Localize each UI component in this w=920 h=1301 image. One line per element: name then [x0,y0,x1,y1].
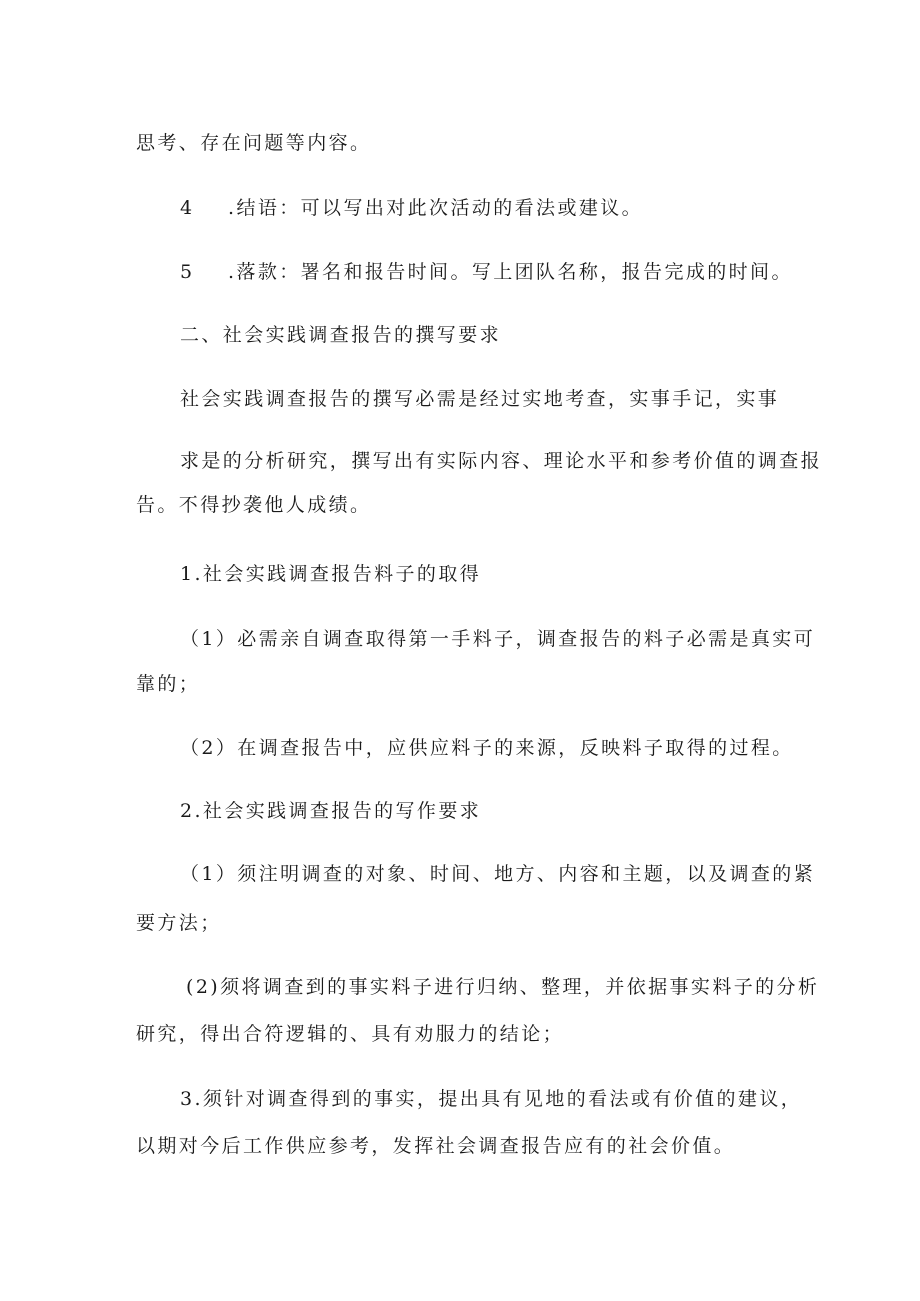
list-number: 5 [180,261,193,283]
section-heading: 二、社会实践调查报告的撰写要求 [180,324,502,346]
paragraph-line: .结语：可以写出对此次活动的看法或建议。 [228,197,644,219]
paragraph-line: 思考、存在问题等内容。 [136,132,372,154]
paragraph-line: （1）须注明调查的对象、时间、地方、内容和主题，以及调查的紧 [180,863,816,885]
paragraph-line: 社会实践调查报告的撰写必需是经过实地考查，实事手记，实事 [180,388,780,410]
paragraph-line: （2）在调查报告中，应供应料子的来源，反映料子取得的过程。 [180,737,794,759]
subsection-heading: 2.社会实践调查报告的写作要求 [180,800,482,822]
paragraph-line: 以期对今后工作供应参考，发挥社会调查报告应有的社会价值。 [136,1135,736,1157]
subsection-heading: 1.社会实践调查报告料子的取得 [180,563,482,585]
paragraph-line: 告。不得抄袭他人成绩。 [136,494,372,516]
paragraph-line: (2)须将调查到的事实料子进行归纳、整理，并依据事实料子的分析 [186,976,820,998]
paragraph-line: 研究，得出合符逻辑的、具有劝服力的结论； [136,1023,565,1045]
paragraph-line: .落款：署名和报告时间。写上团队名称，报告完成的时间。 [228,261,793,283]
paragraph-line: 要方法； [136,912,222,934]
list-number: 4 [180,197,193,219]
paragraph-line: （1）必需亲自调查取得第一手料子，调查报告的料子必需是真实可 [180,628,816,650]
paragraph-line: 靠的； [136,673,201,695]
paragraph-line: 求是的分析研究，撰写出有实际内容、理论水平和参考价值的调查报 [180,450,823,472]
paragraph-line: 3.须针对调查得到的事实，提出具有见地的看法或有价值的建议， [180,1088,803,1110]
